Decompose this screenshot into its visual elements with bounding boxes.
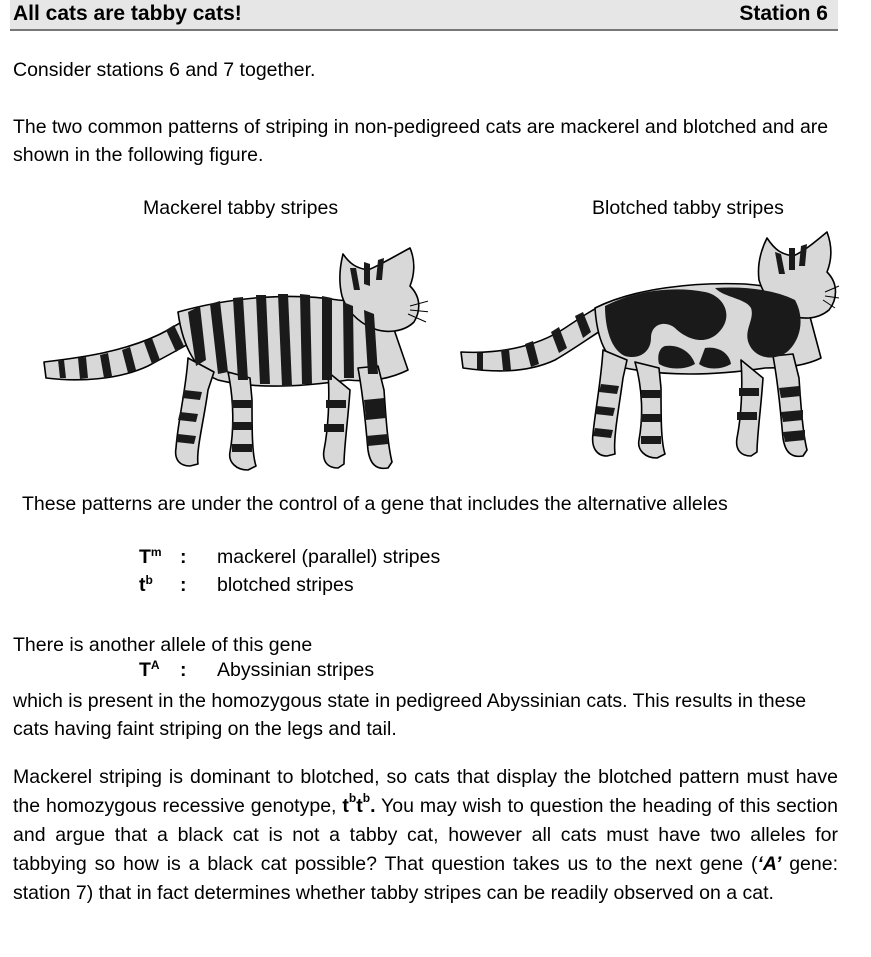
blotched-tabby-cat-image — [455, 228, 840, 464]
paragraph-patterns: The two common patterns of striping in non-pedigreed cats are mackerel and blotched and are shown in the following figure. — [13, 116, 829, 166]
allele-symbol: $t^b$ — [139, 573, 153, 596]
page-title: All cats are tabby cats! — [13, 2, 242, 25]
mackerel-caption: Mackerel tabby stripes — [143, 197, 339, 219]
allele-description: Abyssinian stripes — [217, 659, 375, 681]
allele-description: blotched stripes — [217, 574, 354, 596]
allele-row-abyssinian: $T^A$ : Abyssinian stripes — [139, 658, 375, 681]
allele-row-blotched: $t^b$ : blotched stripes — [139, 573, 354, 596]
intro-text: Consider stations 6 and 7 together. — [13, 59, 316, 81]
allele-symbol: $T^A$ — [139, 658, 160, 681]
paragraph-alleles-intro: These patterns are under the control of a gene that includes the alternative alleles — [22, 493, 728, 515]
allele-description: mackerel (parallel) stripes — [217, 546, 441, 568]
page-header — [10, 0, 838, 31]
another-allele-text: There is another allele of this gene — [13, 634, 313, 656]
allele-row-mackerel: $T^m$ : mackerel (parallel) stripes — [139, 545, 441, 568]
station-label: Station 6 — [739, 2, 828, 25]
gene-a-label: ‘A’ — [757, 853, 782, 875]
paragraph-dominance: Mackerel striping is dominant to blotched, so cats that display the blotched pattern must have the homozygous recessive genotype, $t^bt^b$. You may wish to question the heading of this section and argue that a black cat is not a tabby cat, however all cats must have two alleles for tabbying so how is a black cat possible? That question takes us to the next gene (‘A’ gene: station 7) that in fact determines whether tabby stripes can be readily observed on a cat. — [13, 766, 839, 904]
genotype-tbtb: $t^bt^b$. — [342, 791, 376, 817]
allele-symbol: $T^m$ — [139, 545, 162, 568]
paragraph-abyssinian: which is present in the homozygous state in pedigreed Abyssinian cats. This results in these cats having faint striping on the legs and tail. — [13, 690, 807, 740]
blotched-caption: Blotched tabby stripes — [592, 197, 784, 219]
mackerel-tabby-cat-image — [38, 240, 428, 476]
